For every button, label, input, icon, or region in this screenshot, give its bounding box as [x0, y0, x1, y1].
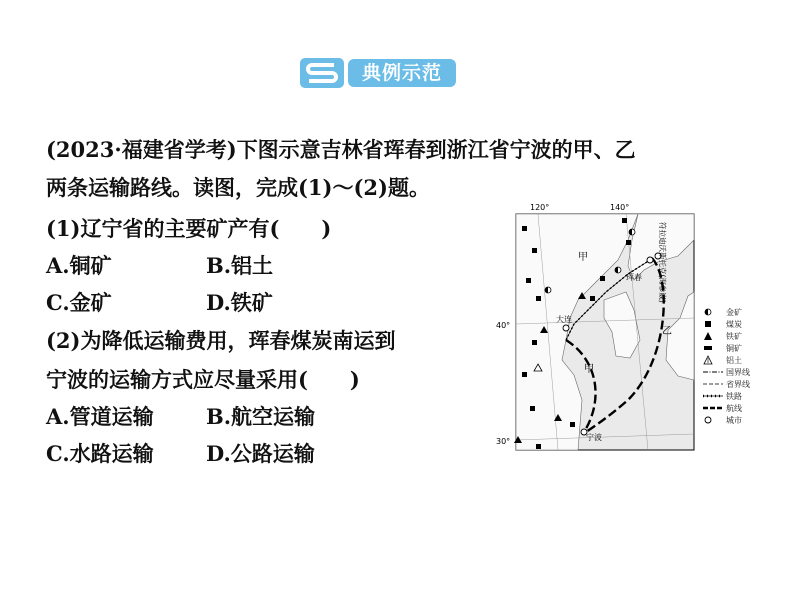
- coal-icon: [600, 276, 605, 281]
- coal-icon: [522, 226, 527, 231]
- route-label-yi: 乙: [662, 326, 672, 337]
- legend-row: [702, 330, 750, 342]
- q1-options-row-2: [46, 287, 273, 317]
- legend-label: 煤炭: [726, 319, 742, 329]
- q1-option-b[interactable]: B.铝土: [206, 253, 274, 278]
- legend-row: [702, 378, 750, 390]
- legend-label: 铜矿: [726, 343, 742, 353]
- legend-label: 国界线: [726, 367, 750, 377]
- intro-line-1: (2023·福建省学考)下图示意吉林省珲春到浙江省宁波的甲、乙: [46, 137, 636, 162]
- q1-options-row-1: [46, 250, 273, 280]
- iron-icon: [702, 331, 724, 341]
- map-legend: [702, 306, 750, 426]
- q1-option-d[interactable]: D.铁矿: [206, 290, 273, 315]
- s-logo-icon: [300, 58, 344, 88]
- lon-label-140: 140°: [610, 203, 630, 212]
- city-icon: [563, 325, 569, 331]
- gold-icon: [702, 307, 724, 317]
- q2-stem-line-2: 宁波的运输方式应尽量采用( ): [46, 367, 360, 392]
- coal-icon: [530, 406, 535, 411]
- q2-option-b[interactable]: B.航空运输: [206, 404, 316, 429]
- port-label-vladivostok: 符拉迪沃斯托克(海参崴): [658, 222, 667, 303]
- legend-label: 铝土: [726, 355, 742, 365]
- coal-icon: [532, 248, 537, 253]
- coal-icon: [532, 340, 537, 345]
- legend-label: 航线: [726, 403, 742, 413]
- coal-icon: [536, 444, 541, 449]
- city-dalian: 大连: [556, 315, 572, 324]
- legend-row: [702, 318, 750, 330]
- legend-row: [702, 414, 750, 426]
- legend-row: [702, 402, 750, 414]
- q2-options-row-1: [46, 401, 315, 431]
- coal-icon: [526, 278, 531, 283]
- q1-option-c[interactable]: C.金矿: [46, 290, 112, 315]
- copper-icon: [702, 343, 724, 353]
- route-label-jia-upper: 甲: [578, 252, 588, 263]
- coal-icon: [702, 319, 724, 329]
- legend-label: 铁矿: [726, 331, 742, 341]
- q1-stem: (1)辽宁省的主要矿产有( ): [46, 216, 332, 241]
- railway-icon: [702, 391, 724, 401]
- provincial-border-icon: [702, 379, 724, 389]
- route-label-jia-lower: 甲: [584, 364, 594, 375]
- intro-line-2: 两条运输路线。读图，完成(1)～(2)题。: [46, 175, 430, 200]
- legend-row: [702, 354, 750, 366]
- lat-label-30: 30°: [496, 437, 511, 446]
- q1-option-a[interactable]: A.铜矿: [46, 253, 112, 278]
- coal-icon: [590, 296, 595, 301]
- legend-row: [702, 342, 750, 354]
- q2-option-c[interactable]: C.水路运输: [46, 441, 154, 466]
- city-icon: [702, 415, 724, 425]
- coal-icon: [522, 372, 527, 377]
- national-border-icon: [702, 367, 724, 377]
- lat-label-40: 40°: [496, 321, 511, 330]
- legend-row: [702, 366, 750, 378]
- q2-stem-line-1: (2)为降低运输费用，珲春煤炭南运到: [46, 328, 396, 353]
- city-icon: [647, 257, 653, 263]
- lon-label-120: 120°: [530, 203, 550, 212]
- coal-icon: [570, 422, 575, 427]
- legend-label: 省界线: [726, 379, 750, 389]
- city-hunchun: 珲春: [626, 273, 642, 282]
- q2-options-row-2: [46, 438, 315, 468]
- legend-label: 金矿: [726, 307, 742, 317]
- legend-row: [702, 390, 750, 402]
- q2-option-d[interactable]: D.公路运输: [206, 441, 315, 466]
- section-header: [300, 58, 456, 88]
- shipping-route-icon: [702, 403, 724, 413]
- section-title: 典例示范: [348, 59, 456, 87]
- coal-icon: [626, 240, 631, 245]
- legend-row: [702, 306, 750, 318]
- legend-label: 城市: [726, 415, 742, 425]
- city-ningbo: 宁波: [586, 433, 602, 442]
- legend-label: 铁路: [726, 391, 742, 401]
- bauxite-icon: [702, 355, 724, 365]
- coal-icon: [622, 218, 627, 223]
- coal-icon: [536, 296, 541, 301]
- q2-option-a[interactable]: A.管道运输: [46, 404, 154, 429]
